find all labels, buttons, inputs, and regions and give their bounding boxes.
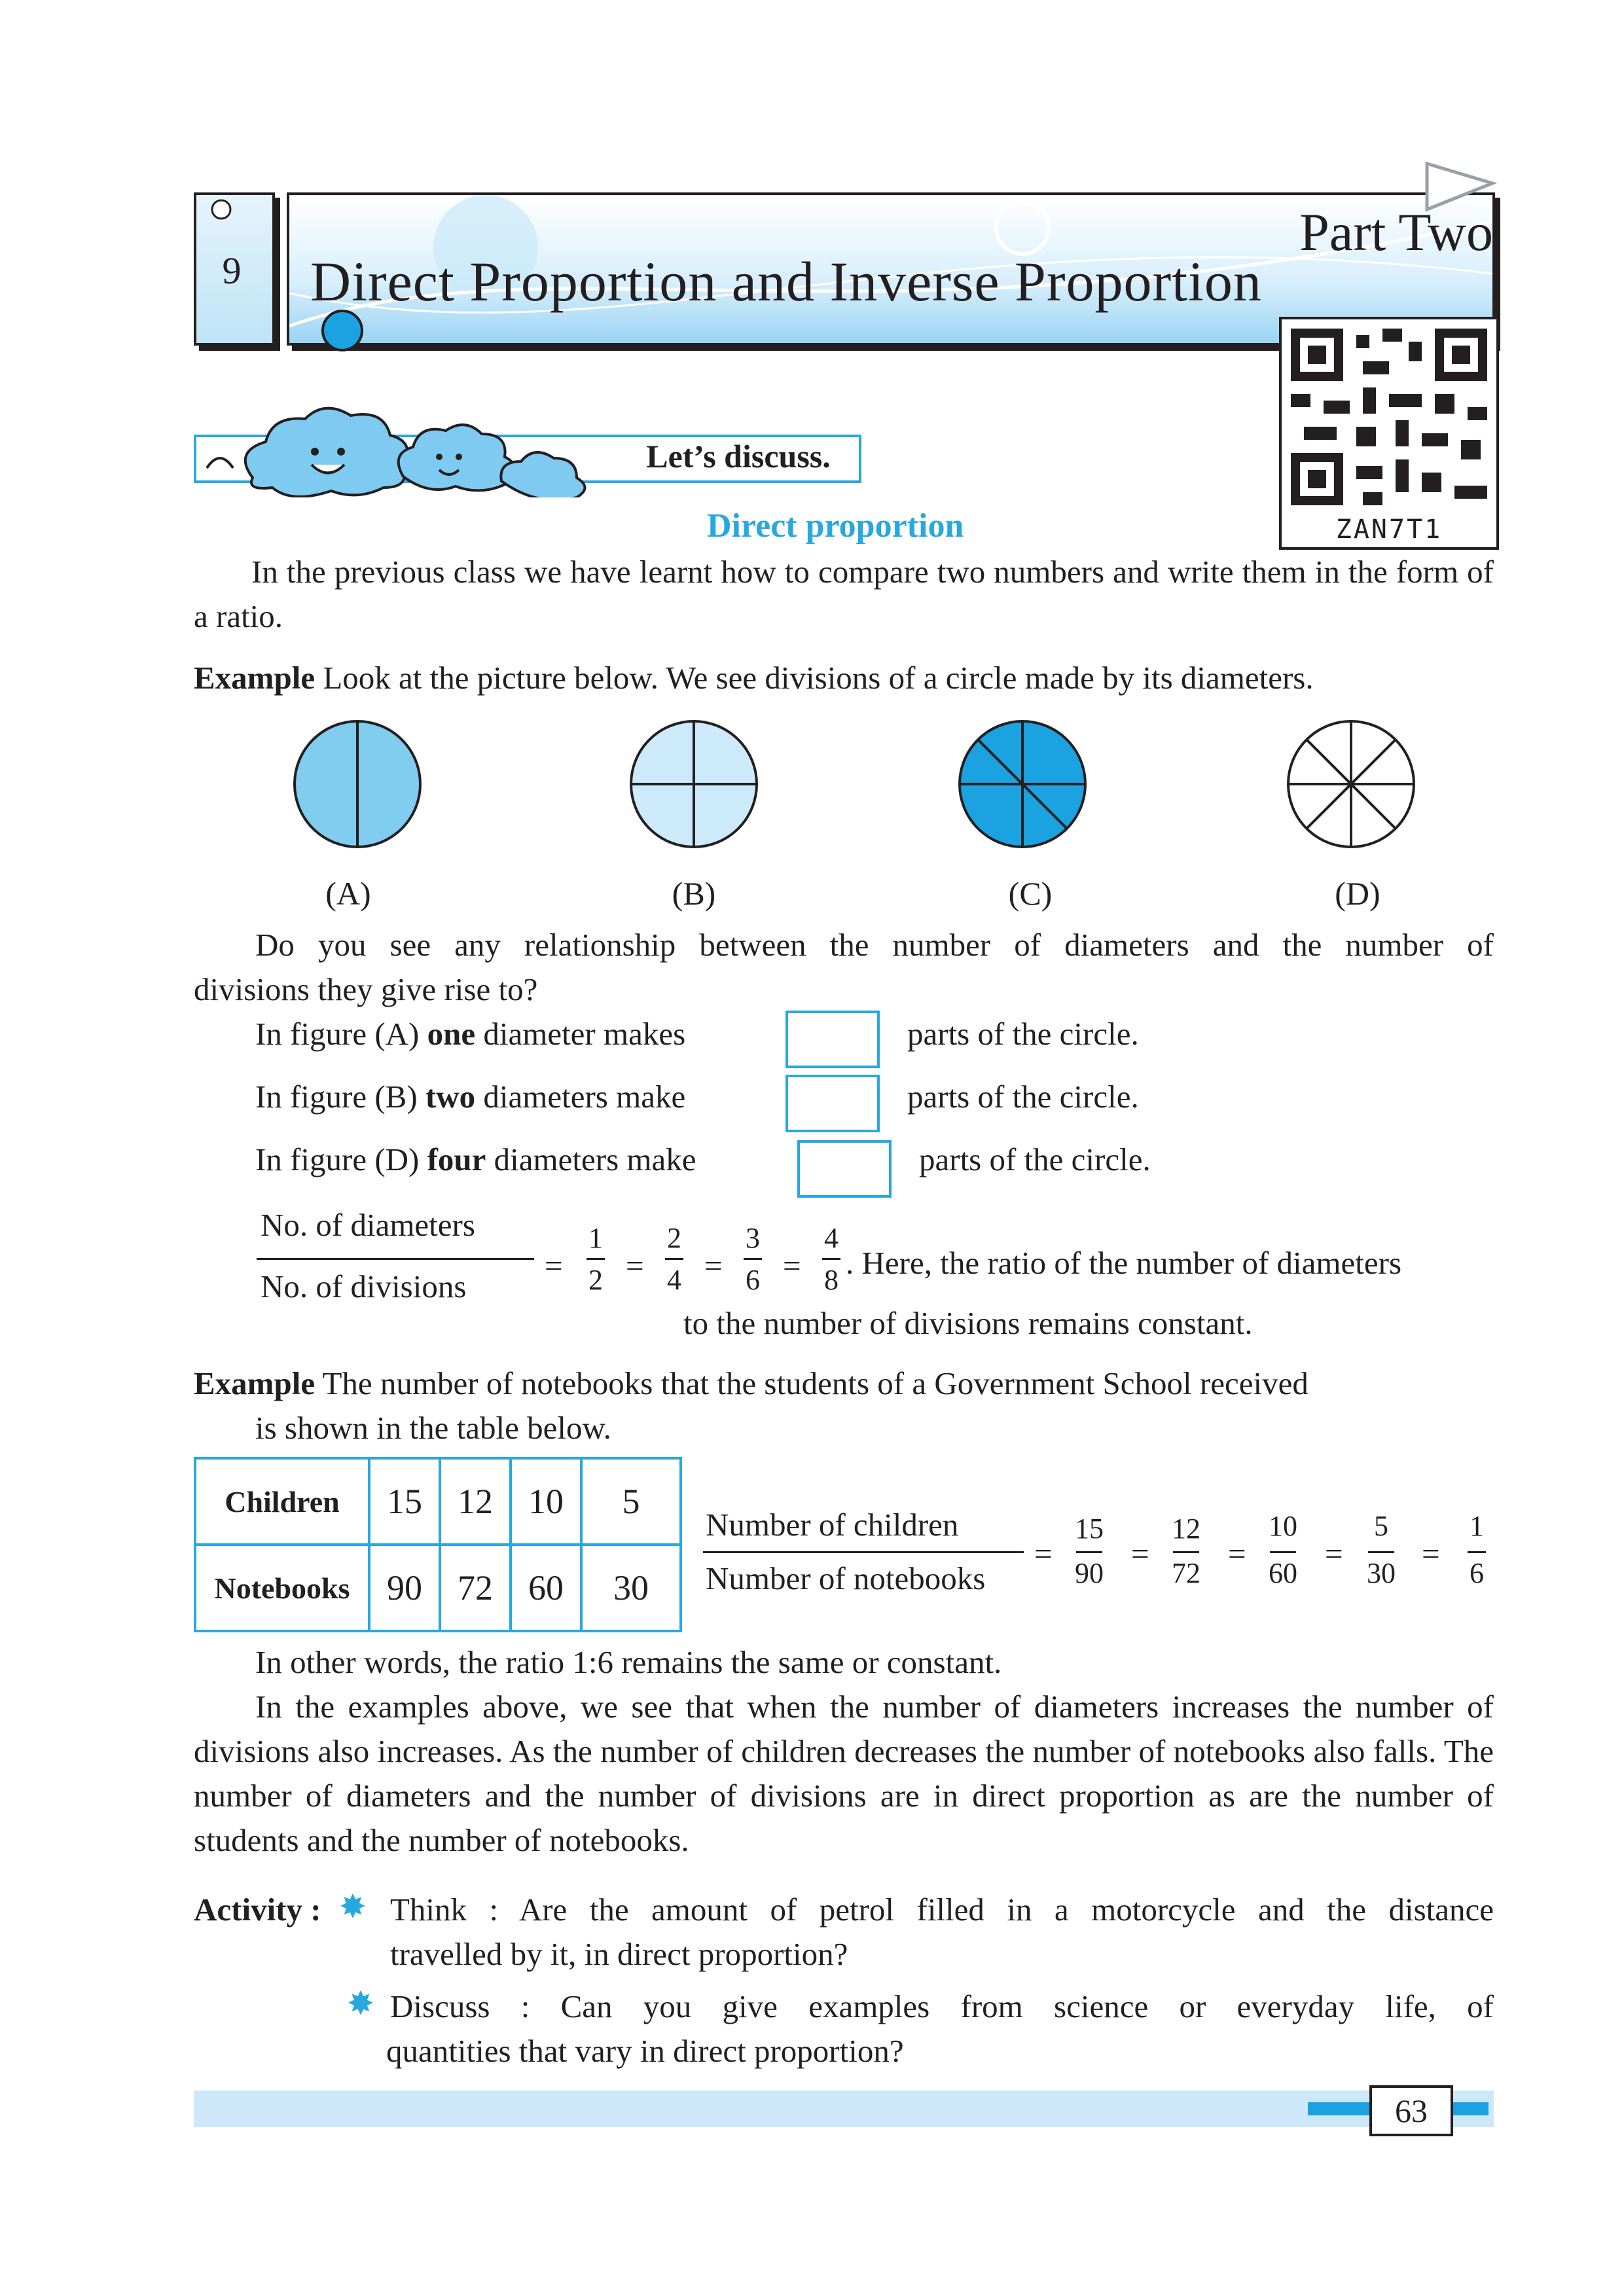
ratio1-frac-3-bar [822,1258,840,1260]
table-cell: 15 [369,1458,440,1545]
chapter-number: 9 [222,249,242,292]
ratio1-frac-2-bar [744,1258,762,1260]
page-number: 63 [1369,2085,1453,2136]
chapter-title: Direct Proportion and Inverse Proportion [310,250,1262,313]
table-cell: 90 [369,1545,440,1631]
question-line-2: divisions they give rise to? [194,971,538,1007]
ratio2-frac-3-bar [1368,1551,1394,1553]
figure-label-b: (B) [672,875,716,912]
ratio2-equals-0: = [1034,1535,1053,1571]
fill-in-a: In figure (A) one diameter makes [255,1016,686,1052]
discuss-label: Let’s discuss. [646,438,831,475]
ratio1-equals-0: = [545,1247,563,1283]
ratio1-frac-2-num: 3 [746,1222,760,1254]
ratio2-equals-1: = [1131,1535,1149,1571]
asterisk-bullet-icon: ✸ [347,1985,374,2022]
ratio2-frac-2-den: 60 [1269,1557,1297,1589]
ratio2-frac-3-num: 5 [1374,1510,1388,1542]
example-2-label: Example [194,1365,316,1401]
table-cell: 30 [581,1545,681,1631]
fill-in-b-suffix: parts of the circle. [907,1079,1139,1115]
table-cell: 10 [511,1458,581,1545]
ratio2-frac-2-bar [1270,1551,1296,1553]
ratio1-tail-line-2: to the number of divisions remains constant. [683,1305,1253,1341]
ratio2-denominator-label: Number of notebooks [706,1560,986,1596]
ratio2-frac-3-den: 30 [1367,1557,1396,1589]
part-label: Part Two [1299,202,1493,262]
ratio2-frac-1-num: 12 [1172,1513,1200,1545]
other-words: In other words, the ratio 1:6 remains the same or constant. [255,1644,1002,1680]
table-cell: 72 [440,1545,511,1631]
circle-figures [0,713,1624,857]
ratio1-equals-1: = [626,1247,644,1283]
ratio1-frac-1-num: 2 [667,1222,681,1254]
figure-label-c: (C) [1008,875,1053,912]
notebook-table [194,1457,682,1632]
asterisk-bullet-icon: ✸ [339,1888,367,1925]
activity-item-2-line-2: quantities that vary in direct proportion? [386,2033,904,2069]
ratio1-tail-line-1: . Here, the ratio of the number of diameters [846,1245,1402,1281]
fill-in-a-suffix: parts of the circle. [907,1016,1139,1052]
ratio2-equals-4: = [1422,1535,1440,1571]
example-1-text: Look at the picture below. We see divisions of a circle made by its diameters. [315,660,1314,696]
ratio2-equals-2: = [1228,1535,1246,1571]
intro-paragraph: In the previous class we have learnt how to compare two numbers and write them in the form of a ratio. [194,554,1494,634]
ratio1-denominator-label: No. of divisions [261,1268,467,1304]
ratio1-frac-0-den: 2 [588,1264,603,1296]
ratio1-frac-2-den: 6 [746,1264,760,1296]
ratio2-frac-1-den: 72 [1172,1557,1200,1589]
answer-box-b[interactable] [785,1075,880,1132]
ratio1-equals-2: = [704,1247,723,1283]
ratio2-equals-3: = [1325,1535,1343,1571]
example-1 [194,656,1494,700]
ratio2-frac-0-bar [1076,1551,1102,1553]
ratio1-equals-3: = [783,1247,801,1283]
qr-code [1279,317,1499,550]
footer-band [194,2090,1494,2127]
qr-code-label: ZAN7T1 [1335,514,1443,545]
activity-item-1-line-1: Think : Are the amount of petrol filled in a motorcycle and the distance [390,1892,1494,1928]
activity-label: Activity : [194,1892,321,1928]
fill-in-d: In figure (D) four diameters make [255,1141,696,1177]
example-2-line-2: is shown in the table below. [255,1410,611,1446]
figure-label-d: (D) [1335,875,1380,912]
ratio2-numerator-label: Number of children [706,1507,959,1543]
ratio1-frac-3-num: 4 [824,1222,839,1254]
qr-code-icon [1291,329,1487,505]
ratio2-frac-4-den: 6 [1470,1557,1484,1589]
table-cell: 12 [440,1458,511,1545]
header-blue-dot-icon [319,308,365,353]
ratio1-frac-3-den: 8 [824,1264,839,1296]
clouds-icon [200,399,619,497]
header-dot-icon [208,196,234,223]
ratio2-frac-2-num: 10 [1269,1510,1297,1542]
figure-label-a: (A) [325,875,371,912]
example-2-line-1: Example The number of notebooks that the students of a Government School received [194,1365,1308,1401]
answer-box-a[interactable] [785,1011,880,1068]
table-row-children [195,1458,681,1545]
table-cell: 5 [581,1458,681,1545]
activity-item-2-line-1: Discuss : Can you give examples from science or everyday life, of [390,1988,1494,2024]
footer-accent [1308,2102,1369,2115]
ratio2-frac-0-num: 15 [1075,1513,1104,1545]
ratio2-frac-4-bar [1468,1551,1486,1553]
table-header-notebooks: Notebooks [195,1545,369,1631]
fill-in-d-suffix: parts of the circle. [919,1141,1151,1177]
ratio1-frac-0-bar [586,1258,605,1260]
ratio1-fraction-bar [257,1258,534,1260]
ratio1-frac-1-bar [665,1258,683,1260]
table-cell: 60 [511,1545,581,1631]
fill-in-b: In figure (B) two diameters make [255,1079,686,1115]
summary-paragraph: In the examples above, we see that when the number of diameters increases the number of divisions also increases. As the number of children decreases the number of notebooks also falls. The number of diameters and the number of divisions are in direct proportion as are the number of students and the number of notebooks. [194,1689,1494,1858]
table-row-notebooks [195,1545,681,1631]
example-1-label: Example [194,660,316,696]
ratio2-fraction-bar [703,1551,1024,1553]
ratio2-frac-4-num: 1 [1470,1510,1484,1542]
ratio2-frac-1-bar [1173,1551,1199,1553]
ratio1-numerator-label: No. of diameters [261,1207,475,1243]
ratio1-frac-0-num: 1 [588,1222,603,1254]
question-line-1: Do you see any relationship between the number of diameters and the number of [255,927,1494,963]
ratio1-frac-1-den: 4 [667,1264,681,1296]
answer-box-d[interactable] [797,1140,892,1198]
table-header-children: Children [195,1458,369,1545]
activity-item-1-line-2: travelled by it, in direct proportion? [390,1936,848,1972]
ratio2-frac-0-den: 90 [1075,1557,1104,1589]
section-heading-direct-proportion: Direct proportion [707,507,964,545]
